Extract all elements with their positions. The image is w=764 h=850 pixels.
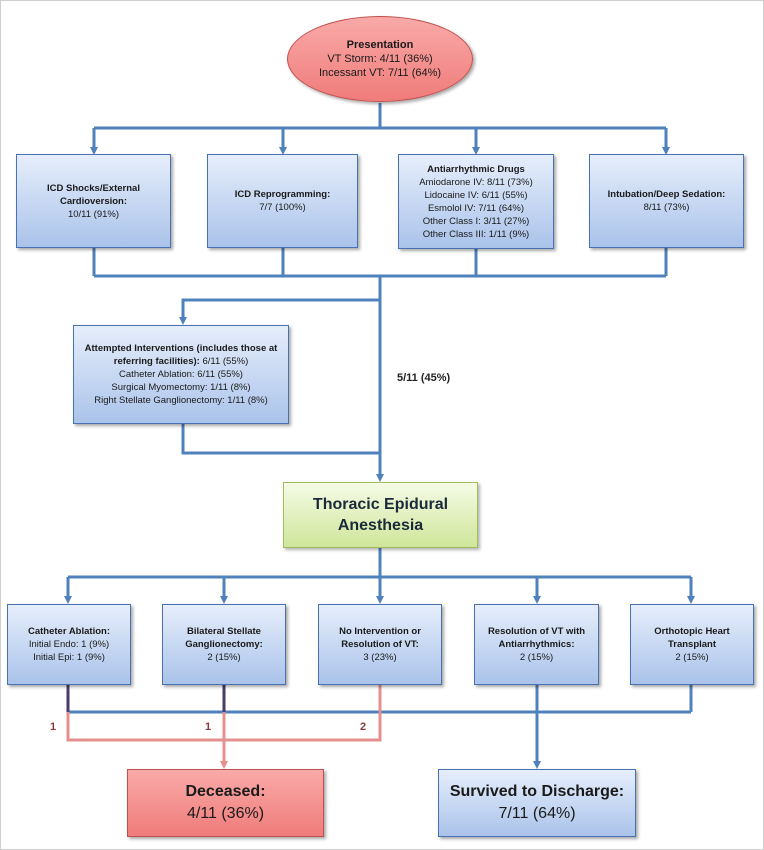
antiarrhythmic-item: Lidocaine IV: 6/11 (55%): [424, 189, 528, 201]
heart-transplant-box: [630, 604, 754, 685]
catheter-ablation-box: [7, 604, 131, 685]
connector-first-row-drops: [94, 248, 666, 276]
attempted-heading: [82, 342, 280, 368]
presentation-line-2: Incessant VT: 7/11 (64%): [318, 67, 442, 79]
tea-line-2: Anesthesia: [337, 517, 424, 534]
intubation-title: Intubation/Deep Sedation:: [607, 189, 726, 200]
heart-transplant-title: Orthotopic Heart Transplant: [654, 626, 730, 650]
antiarrhythmic-drugs-box: [398, 154, 554, 249]
survived-title: Survived to Discharge:: [449, 783, 625, 800]
icd-reprogramming-box: [207, 154, 358, 248]
no-intervention-box: [318, 604, 442, 685]
attempted-interventions-box: [73, 325, 289, 424]
presentation-line-1: VT Storm: 4/11 (36%): [327, 53, 433, 65]
no-intervention-value: 3 (23%): [363, 652, 397, 663]
tea-line-1: Thoracic Epidural: [312, 496, 449, 513]
deceased-box: [127, 769, 324, 837]
death-count-label: 1: [50, 721, 57, 733]
intubation-box: [589, 154, 744, 248]
survived-value: 7/11 (64%): [498, 805, 576, 822]
tea-box: [283, 482, 478, 548]
antiarrhythmic-title: Antiarrhythmic Drugs: [427, 163, 525, 175]
icd-shocks-box: [16, 154, 171, 248]
resolution-value: 2 (15%): [519, 652, 554, 663]
direct-path-label: 5/11 (45%): [397, 372, 451, 384]
antiarrhythmic-item: Amiodarone IV: 8/11 (73%): [419, 176, 533, 188]
connector-attempted-branch: [183, 300, 380, 321]
attempted-title-value: 6/11 (55%): [202, 356, 249, 367]
icd-shocks-value: 10/11 (91%): [67, 208, 120, 220]
bilateral-stellate-box: [162, 604, 286, 685]
catheter-ablation-line: Initial Endo: 1 (9%): [28, 639, 110, 650]
survived-box: [438, 769, 636, 837]
antiarrhythmic-item: Other Class I: 3/11 (27%): [422, 215, 530, 227]
death-count-label: 2: [360, 721, 367, 733]
attempted-item: Right Stellate Ganglionectomy: 1/11 (8%): [94, 395, 268, 406]
antiarrhythmic-item: Other Class III: 1/11 (9%): [422, 228, 530, 240]
resolution-title: Resolution of VT with Antiarrhythmics:: [487, 626, 586, 650]
resolution-antiarrhythmics-box: [474, 604, 599, 685]
attempted-item: Surgical Myomectomy: 1/11 (8%): [111, 382, 251, 393]
heart-transplant-value: 2 (15%): [675, 652, 709, 663]
bilateral-stellate-title: Bilateral Stellate Ganglionectomy:: [185, 626, 263, 650]
catheter-ablation-line: Initial Epi: 1 (9%): [33, 652, 105, 663]
bilateral-stellate-value: 2 (15%): [207, 652, 241, 663]
icd-shocks-title: ICD Shocks/External Cardioversion:: [47, 182, 140, 207]
attempted-item: Catheter Ablation: 6/11 (55%): [119, 369, 243, 380]
attempted-title: Attempted Interventions (includes those at referring facilities):: [84, 343, 278, 367]
presentation-title: Presentation: [346, 39, 414, 51]
no-intervention-title: No Intervention or Resolution of VT:: [339, 626, 421, 650]
catheter-ablation-title: Catheter Ablation:: [28, 626, 110, 637]
connector-attempted-return: [183, 424, 380, 453]
death-count-label: 1: [205, 721, 212, 733]
presentation-node: [287, 16, 473, 102]
deceased-title: Deceased:: [185, 783, 266, 800]
icd-reprogramming-title: ICD Reprogramming:: [234, 189, 331, 200]
antiarrhythmic-item: Esmolol IV: 7/11 (64%): [427, 202, 525, 214]
intubation-value: 8/11 (73%): [643, 202, 690, 213]
deceased-value: 4/11 (36%): [186, 805, 265, 822]
icd-reprogramming-value: 7/7 (100%): [259, 202, 306, 213]
